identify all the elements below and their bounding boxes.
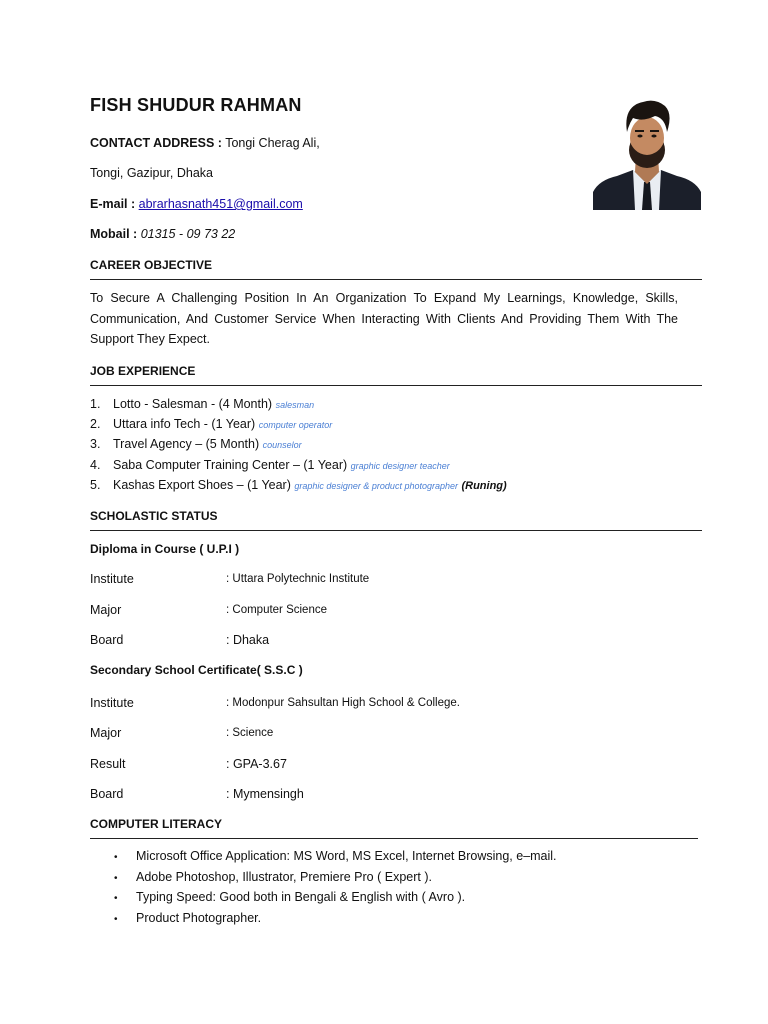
list-number: 5. (90, 477, 101, 492)
skill-text: Product Photographer. (136, 910, 262, 925)
diploma-institute-value: : Uttara Polytechnic Institute (226, 573, 370, 585)
job-title: Lotto - Salesman - (4 Month) (113, 397, 273, 411)
contact-line1: Tongi Cherag Ali, (225, 136, 320, 150)
list-number: 2. (90, 417, 101, 432)
ssc-title: Secondary School Certificate( S.S.C ) (90, 663, 303, 677)
ssc-institute-value: : Modonpur Sahsultan High School & College. (226, 697, 460, 709)
email-row (90, 197, 303, 211)
list-number: 4. (90, 457, 101, 472)
email-link[interactable]: abrarhasnath451@gmail.com (138, 197, 303, 211)
list-item (90, 475, 507, 495)
diploma-board-label: Board (90, 633, 124, 647)
skills-list (114, 846, 557, 928)
section-divider (90, 530, 702, 531)
job-role: salesman (275, 400, 315, 410)
profile-photo-illustration (593, 96, 701, 210)
ssc-board-label: Board (90, 787, 124, 801)
job-title: Uttara info Tech - (1 Year) (113, 417, 256, 432)
candidate-name: FISH SHUDUR RAHMAN (90, 95, 302, 115)
contact-address (90, 136, 320, 150)
job-role: counselor (262, 440, 302, 451)
section-divider (90, 279, 702, 280)
list-item (90, 394, 507, 414)
phone-number: 01315 - 09 73 22 (140, 227, 236, 241)
job-experience-heading: JOB EXPERIENCE (90, 364, 196, 378)
ssc-board-value: : Mymensingh (226, 787, 304, 801)
job-role: computer operator (258, 420, 333, 431)
list-number: 1. (90, 397, 101, 411)
diploma-major-label: Major (90, 603, 122, 617)
job-list (90, 394, 507, 495)
career-objective-heading: CAREER OBJECTIVE (90, 258, 213, 272)
bullet-icon: • (114, 872, 118, 884)
scholastic-status-heading: SCHOLASTIC STATUS (90, 509, 218, 523)
list-item (114, 908, 557, 929)
list-item (114, 887, 557, 908)
job-title: Kashas Export Shoes – (1 Year) (113, 477, 291, 492)
email-label: E-mail : (90, 197, 136, 211)
contact-label: CONTACT ADDRESS : (90, 136, 222, 150)
diploma-institute-label: Institute (90, 572, 134, 586)
ssc-major-value: : Science (226, 727, 274, 739)
ssc-major-label: Major (90, 726, 122, 740)
job-status: (Runing) (461, 479, 507, 492)
list-number: 3. (90, 437, 101, 452)
ssc-institute-label: Institute (90, 696, 134, 710)
skill-text: Typing Speed: Good both in Bengali & English with ( Avro ). (136, 890, 466, 904)
profile-photo (593, 96, 701, 210)
section-divider (90, 838, 698, 839)
career-objective-text: To Secure A Challenging Position In An Organization To Expand My Learnings, Knowledge, Skills, Communication, And Customer Service When Interacting With Clients And Providing Them With The Support They Expect. (90, 291, 678, 346)
list-item (90, 455, 507, 475)
ssc-result-value: : GPA-3.67 (226, 757, 287, 771)
computer-literacy-heading: COMPUTER LITERACY (90, 817, 222, 831)
skill-text: Microsoft Office Application: MS Word, MS Excel, Internet Browsing, e–mail. (136, 849, 557, 863)
diploma-major-value: : Computer Science (226, 604, 327, 616)
list-item (90, 434, 507, 454)
phone-label: Mobail : (90, 227, 138, 241)
list-item (114, 846, 557, 867)
skill-text: Adobe Photoshop, Illustrator, Premiere Pro ( Expert ). (136, 869, 432, 884)
bullet-icon: • (114, 913, 118, 925)
bullet-icon: • (114, 893, 118, 904)
section-divider (90, 385, 702, 386)
phone-row (90, 227, 235, 241)
diploma-title: Diploma in Course ( U.P.I ) (90, 542, 240, 556)
job-role: graphic designer teacher (350, 460, 450, 471)
job-title: Travel Agency – (5 Month) (113, 437, 260, 452)
diploma-board-value: : Dhaka (226, 633, 270, 647)
bullet-icon: • (114, 852, 118, 863)
job-title: Saba Computer Training Center – (1 Year) (113, 457, 348, 472)
contact-line2: Tongi, Gazipur, Dhaka (90, 166, 213, 180)
list-item (114, 867, 557, 888)
list-item (90, 414, 507, 434)
ssc-result-label: Result (90, 757, 126, 771)
job-role: graphic designer & product photographer (294, 480, 458, 491)
